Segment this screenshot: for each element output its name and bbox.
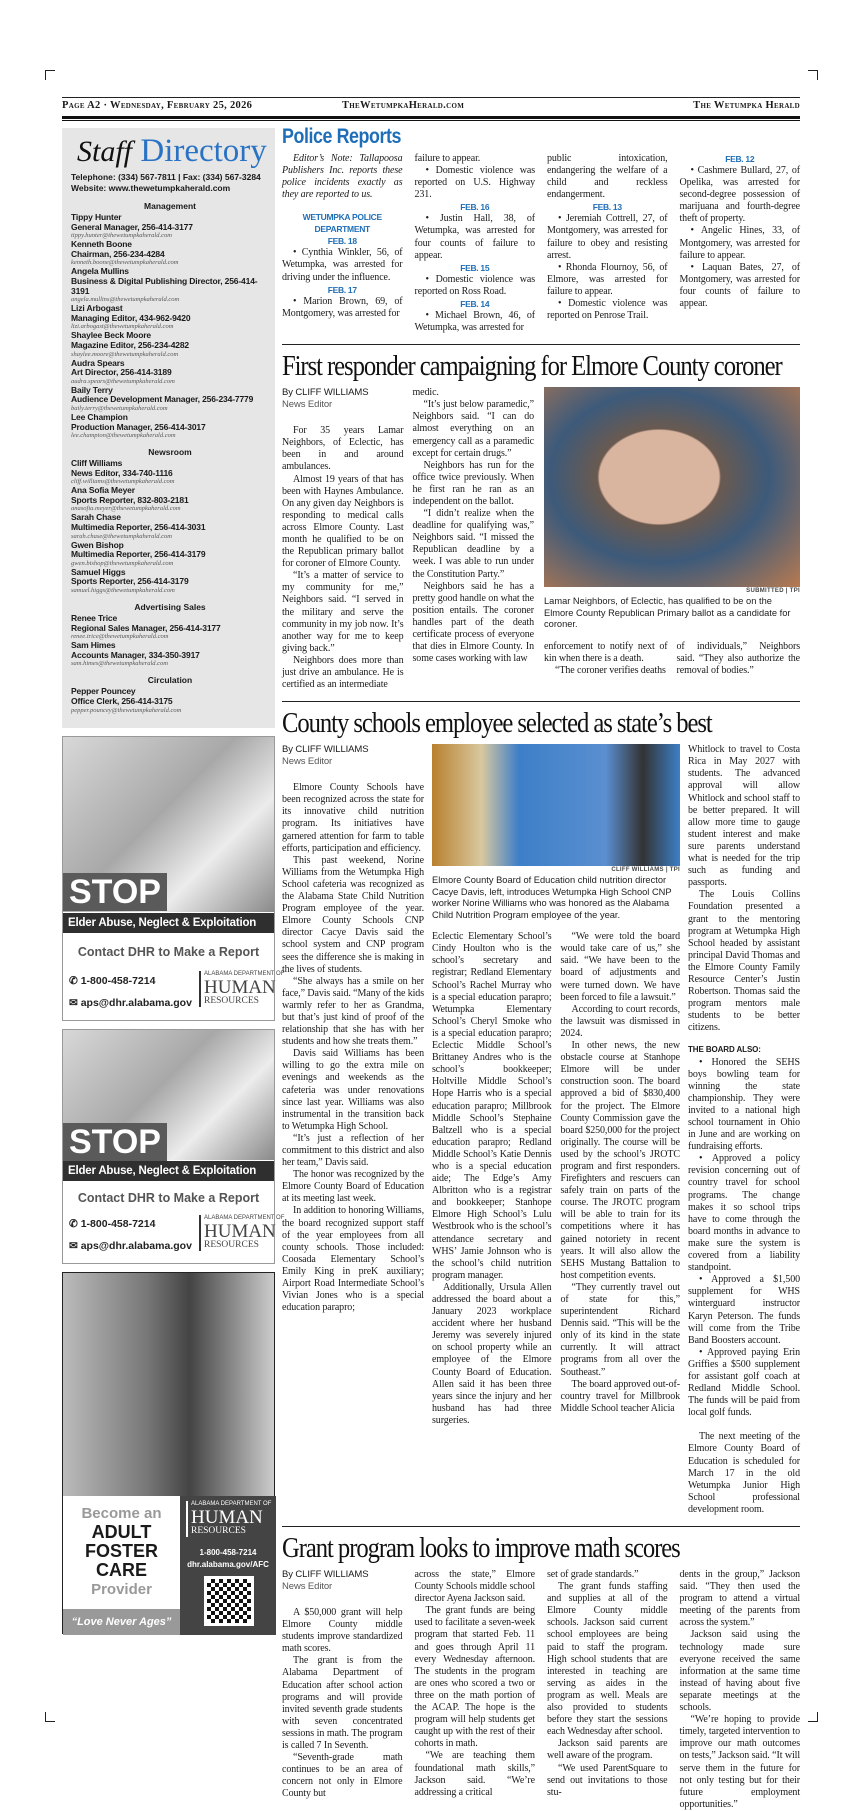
staff-name: Kenneth Boone — [71, 239, 132, 250]
staff-role: Audience Development Manager, 256-234-7779 — [71, 394, 254, 405]
staff-entry — [71, 359, 269, 386]
staff-role: General Manager, 256-414-3177 — [71, 221, 193, 232]
report-item: failure to appear. — [414, 153, 481, 164]
paragraph: “We are teaching them foundational math skills,” Jackson said. “We’re addressing a critical — [414, 1750, 535, 1798]
report-item: • Cashmere Bullard, 27, of Opelika, was arrested for second-degree possession of marijuana and fourth-degree theft of property. — [679, 165, 800, 225]
crop-mark — [808, 1712, 818, 1722]
article2-col1 — [282, 744, 424, 1314]
staff-entry — [71, 267, 269, 304]
staff-email: kenneth.boone@thewetumpkaherald.com — [71, 259, 179, 267]
phone: 1-800-458-7214 — [80, 1218, 156, 1230]
dhr-logo-sub: RESOURCES — [204, 1240, 259, 1250]
phone-icon: ✆ — [69, 975, 81, 987]
editors-note: Editor’s Note: Tallapoosa Publishers Inc. reports these police incidents exactly as they are reported to us. — [282, 153, 403, 201]
stop-text: STOP — [63, 873, 167, 911]
dhr-logo-big: HUMAN — [204, 977, 276, 998]
paragraph: “It’s just below paramedic,” Neighbors said. “I can do almost everything on an emergency call as a paramedic except for certain drugs.” — [412, 399, 534, 459]
staff-entry — [71, 541, 269, 568]
staff-section-heading: Circulation — [147, 675, 193, 686]
website: TheWetumpkaHerald.com — [342, 100, 465, 111]
email-line — [69, 1240, 192, 1252]
paragraph: “It’s a matter of service to my community for me,” Neighbors said. “I served in the military and serve the community in my job now. It’s another way for me to keep giving back.” — [282, 570, 404, 654]
paragraph: The grant is from the Alabama Department of Education after school action programs and will provide invited seventh grade students with seven concentrated sessions in math. The program is called 7 In Seventh. — [282, 1655, 403, 1752]
care-text: CARE — [95, 1560, 147, 1580]
staff-directory-title — [77, 134, 269, 169]
staff-name: Baily Terry — [71, 384, 113, 395]
dhr-logo-small: ALABAMA DEPARTMENT OF — [204, 1215, 285, 1221]
byline-role: News Editor — [282, 399, 333, 411]
paragraph: dents in the group,” Jackson said. “They then used the program to attend a virtual meeting of the parents from across the system.” — [679, 1569, 800, 1629]
staff-directory — [62, 128, 275, 728]
report-date-heading: FEB. 12 — [725, 154, 755, 164]
staff-email: pepper.pouncey@thewetumpkaherald.com — [71, 706, 182, 714]
paragraph: “Seventh-grade math continues to be an area of concern not only in Elmore County but — [282, 1752, 403, 1800]
staff-email: samuel.higgs@thewetumpkaherald.com — [71, 587, 175, 595]
article1-photo — [544, 387, 800, 587]
article1-body-right — [544, 641, 800, 677]
page-date: Page A2 · Wednesday, February 25, 2026 — [62, 100, 253, 111]
staff-email: tippy.hunter@thewetumpkaherald.com — [71, 232, 172, 240]
staff-name: Sarah Chase — [71, 512, 121, 523]
staff-role: News Editor, 334-740-1116 — [71, 467, 173, 478]
staff-role: Multimedia Reporter, 256-414-3031 — [71, 522, 206, 533]
staff-entry — [71, 331, 269, 358]
staff-role: Production Manager, 256-414-3017 — [71, 421, 206, 432]
byline-block — [282, 387, 404, 411]
article-column — [282, 387, 404, 691]
staff-name: Lee Champion — [71, 411, 128, 422]
staff-role: Sports Reporter, 256-414-3179 — [71, 576, 189, 587]
dhr-logo-small: ALABAMA DEPARTMENT OF — [191, 1501, 272, 1507]
article1-body-left — [282, 387, 534, 691]
paragraph: across the state,” Elmore County Schools middle school director Ayena Jackson said. — [414, 1569, 535, 1605]
paragraph: Additionally, Ursula Allen addressed the board about a January 2023 workplace accident where her husband Jeremy was severely injured on school property while an employee of the Elmore County Board of Education. Allen said it has been three years since the injury and her husband has had three surgeries. — [432, 1281, 552, 1426]
provider-text: Provider — [91, 1581, 152, 1598]
article-column — [415, 1569, 536, 1799]
staff-entry — [71, 213, 269, 240]
crop-mark — [808, 70, 818, 80]
paragraph: The honor was recognized by the Elmore County Board of Education at its meeting last week. — [282, 1169, 424, 1205]
article-column — [547, 1569, 668, 1799]
dhr-logo-big: HUMAN — [204, 1221, 276, 1242]
subhead: THE BOARD ALSO: — [688, 1045, 761, 1055]
paragraph: The grant funds staffing and supplies at all of the Elmore County middle schools. Jackson said current school employees are being paid to staff the program. High school students that are interested in teaching are serving as aides in the program as well. Meals are also provided to students before they start the sessions each Wednesday after school. — [547, 1581, 668, 1738]
staff-name: Lizi Arbogast — [71, 303, 123, 314]
contact-text: Contact DHR to Make a Report — [77, 1191, 260, 1205]
phone-icon: ✆ — [69, 1218, 81, 1230]
photo-credit: SUBMITTED | TPI — [746, 588, 800, 595]
report-item: • Marion Brown, 69, of Montgomery, was arrested for — [282, 295, 403, 319]
foster-text — [63, 1500, 180, 1608]
article2-middle — [432, 744, 680, 1427]
paragraph: The grant funds are being used to facilitate a seven-week program that started Feb. 11 and goes through April 11 every Wednesday afternoon. The students in the program are ones who scored a two or three on the math portion of the ACAP. The hope is the program will help students get caught up with the rest of their cohorts in math. — [414, 1605, 535, 1750]
article2-col4 — [688, 744, 800, 1516]
paragraph: According to court records, the lawsuit was dismissed in 2024. — [560, 1003, 680, 1039]
staff-name: Tippy Hunter — [71, 212, 122, 222]
staff-name: Renee Trice — [71, 613, 118, 624]
dhr-logo — [199, 971, 284, 1007]
staff-entry — [71, 304, 269, 331]
report-date-heading: FEB. 17 — [327, 284, 357, 295]
band-text: Elder Abuse, Neglect & Exploitation — [63, 913, 274, 933]
staff-role: Chairman, 256-234-4284 — [71, 248, 165, 259]
report-item: • Cynthia Winkler, 56, of Wetumpka, was arrested for driving under the influence. — [282, 247, 403, 283]
staff-role: Sports Reporter, 832-803-2181 — [71, 494, 189, 505]
staff-name: Shaylee Beck Moore — [71, 330, 151, 341]
paragraph: This past weekend, Norine Williams from the Wetumpka High School cafeteria was recognized as the Alabama State Child Nutrition Program employee of the year. Elmore County Schools CNP director Cacye Davis said the school system and CNP program sees the difference she is making in the lives of students. — [282, 854, 424, 975]
photo-caption: Elmore County Board of Education child nutrition director Cacye Davis, left, introduces Wetumpka High School CNP worker Norine Williams who was honored as the Alabama Child Nutrition Program employee of the year. — [432, 875, 672, 920]
band-text: Elder Abuse, Neglect & Exploitation — [63, 1161, 274, 1181]
byline-block — [282, 1569, 403, 1593]
email: aps@dhr.alabama.gov — [80, 997, 192, 1009]
paragraph: Almost 19 years of that has been with Haynes Ambulance. On any given day Neighbors is responding to medical calls across Elmore County. Last month he qualified to be on the Republican primary ballot for coroner of Elmore County. — [282, 473, 404, 570]
staff-email: sam.himes@thewetumpkaherald.com — [71, 660, 168, 668]
dhr-logo-small: ALABAMA DEPARTMENT OF — [204, 971, 285, 977]
paragraph: “She always has a smile on her face,” Davis said. “Many of the kids warmly refer to her as Grandma, but that’s just kind of proof of the relationship that she has with her students and how she treats them.” — [282, 975, 424, 1048]
staff-section-heading: Advertising Sales — [134, 602, 206, 613]
article-column — [677, 641, 801, 677]
paragraph: of individuals,” Neighbors said. “They also authorize the removal of bodies.” — [676, 640, 800, 676]
report-item: • Domestic violence was reported on Penrose Trail. — [547, 298, 668, 322]
article2-col2 — [432, 931, 552, 1427]
staff-email: baily.terry@thewetumpkaherald.com — [71, 404, 168, 412]
mail-icon: ✉ — [69, 1240, 81, 1252]
left-column — [62, 128, 285, 1634]
paragraph: Neighbors does more than just drive an ambulance. He is certified as an intermediate — [282, 654, 404, 691]
header-top-rule — [62, 97, 800, 98]
qr-code-icon[interactable] — [204, 1576, 254, 1626]
paragraph: Jackson said parents are well aware of the program. — [547, 1738, 668, 1762]
dhr-logo-big: HUMAN — [191, 1507, 263, 1528]
staff-entry — [71, 486, 269, 513]
staff-entry — [71, 614, 269, 641]
article1-headline: First responder campaigning for Elmore County coroner — [282, 351, 782, 383]
article2-body — [282, 744, 800, 1516]
police-reports — [282, 153, 800, 334]
staff-name: Audra Spears — [71, 357, 125, 368]
right-column — [282, 124, 800, 1811]
staff-role: Regional Sales Manager, 256-414-3177 — [71, 622, 221, 633]
byline: By CLIFF WILLIAMS — [282, 1569, 369, 1580]
paragraph: In other news, the new obstacle course at Stanhope Elmore will be under construction soon. The board approved a bid of $830,400 for the project. The Elmore County Commission gave the board $250,000 for the project originally. The course will be used by the school’s JROTC program and first responders. Firefighters and rescuers can safely train on parts of the course. The JROTC program will be able to train for its competitions where it has gained notoriety in recent years. It will also allow the SEHS Mustang Battalion to host competition events. — [560, 1040, 680, 1281]
section-rule — [282, 1526, 800, 1527]
report-date-heading: FEB. 16 — [460, 202, 490, 213]
section-rule — [282, 344, 800, 345]
staff-name: Gwen Bishop — [71, 539, 124, 550]
police-column — [282, 153, 403, 320]
bullet-item: • Approved a policy revision concerning out of country travel for school programs. The change makes it so school trips have to come through the board months in advance to make sure the system is covered from a liability standpoint. — [688, 1153, 800, 1274]
staff-section-heading: Newsroom — [148, 447, 192, 458]
staff-email: angela.mullins@thewetumpkaherald.com — [71, 296, 180, 304]
report-item: • Domestic violence was reported on U.S. Highway 231. — [414, 165, 535, 201]
police-column — [415, 153, 536, 334]
email: aps@dhr.alabama.gov — [80, 1240, 192, 1252]
staff-email: sarah.chase@thewetumpkaherald.com — [71, 532, 172, 540]
paragraph: Davis said Williams has been willing to go the extra mile on evenings and weekends as the cafeteria was under renovations since last year. Williams was also instrumental in the transition back to Wetumpka High School. — [282, 1048, 424, 1132]
staff-name: Sam Himes — [71, 640, 116, 651]
report-date-heading: FEB. 15 — [460, 262, 490, 273]
crop-mark — [45, 70, 55, 80]
paragraph: For 35 years Lamar Neighbors, of Eclectic, has been in and around ambulances. — [282, 425, 404, 473]
paragraph: “They currently travel out of state for this,” superintendent Richard Dennis said. “This will be the only of its kind in the state currently. It will attract programs from all over the Southeast.” — [560, 1281, 680, 1378]
staff-name: Cliff Williams — [71, 458, 123, 469]
staff-email: lizi.arbogast@thewetumpkaherald.com — [71, 323, 174, 331]
url: dhr.alabama.gov/AFC — [187, 1560, 269, 1569]
stop-text: STOP — [63, 1123, 167, 1161]
staff-role: Accounts Manager, 334-350-3917 — [71, 649, 200, 660]
paragraph: set of grade standards.” — [547, 1569, 639, 1580]
paragraph: Jackson said using the technology made sure everyone received the same information at the same time instead of having about five separate meetings at the schools. — [679, 1629, 800, 1714]
staff-section-heading: Management — [144, 201, 196, 211]
staff-entry — [71, 687, 269, 714]
byline: By CLIFF WILLIAMS — [282, 744, 369, 756]
paragraph: Whitlock to travel to Costa Rica in May 2027 with students. The advanced approval will allow Whitlock and school staff to be better prepared. It will allow more time to gauge student interest and make sure parents understand what is needed for the trip such as funding and passports. — [688, 744, 800, 889]
article1-right — [544, 387, 800, 677]
byline-role: News Editor — [282, 756, 333, 768]
foster-photo — [63, 1273, 274, 1496]
bullet-item: • Approved paying Erin Griffies a $500 supplement for assistant golf coach at Redland Middle School. The funds will be paid from local golf funds. — [688, 1346, 800, 1419]
paragraph: “We’re hoping to provide timely, targeted intervention to improve our math outcomes on tests,” Jackson said. “It will serve them in the future for not only testing but for their future employment opportunities.” — [679, 1714, 800, 1810]
elder-abuse-ad-2[interactable] — [62, 1029, 285, 1264]
paragraph: “We were told the board would take care of us,” she said. “We have been to the board of adjustments and were turned down. We have been forced to file a lawsuit.” — [560, 931, 680, 1003]
closing-paragraph: The next meeting of the Elmore County Board of Education is scheduled for March 17 in the old Wetumpka Junior High School professional development room. — [688, 1431, 800, 1515]
staff-sections — [71, 201, 269, 715]
staff-email: gwen.bishop@thewetumpkaherald.com — [71, 559, 174, 567]
header-rule — [62, 116, 800, 121]
staff-email: shaylee.moore@thewetumpkaherald.com — [71, 350, 179, 358]
paragraph: “We used ParentSquare to send out invitations to those stu- — [547, 1762, 668, 1798]
article2-headline: County schools employee selected as state’s best — [282, 708, 712, 740]
staff-role: Art Director, 256-414-3189 — [71, 367, 172, 378]
phone-line — [69, 1218, 155, 1230]
article2-col3 — [561, 931, 681, 1415]
bullet-item: • Honored the SEHS boys bowling team for winning the state championship. They were invited to a national high school tournament in Ohio in June and are working on fundraising efforts. — [688, 1056, 800, 1153]
dhr-logo — [199, 1215, 284, 1251]
foster-word: FOSTER — [84, 1541, 158, 1561]
staff-role: Multimedia Reporter, 256-414-3179 — [71, 549, 206, 560]
police-column — [547, 153, 668, 322]
report-item: • Rhonda Flournoy, 56, of Elmore, was arrested for failure to appear. — [547, 261, 668, 297]
paragraph: A $50,000 grant will help Elmore County middle students improve standardized math scores. — [282, 1607, 403, 1655]
dhr-logo-sub: RESOURCES — [204, 996, 259, 1006]
mail-icon: ✉ — [69, 997, 81, 1009]
article2-byline — [282, 744, 424, 768]
paragraph: “The coroner verifies deaths — [555, 664, 666, 676]
staff-entry — [71, 513, 269, 540]
staff-entry — [71, 386, 269, 413]
phone-line — [69, 975, 155, 987]
report-item: • Jeremiah Cottrell, 27, of Montgomery, was arrested for failure to obey and resisting arrest. — [547, 213, 668, 261]
article2-photo — [432, 744, 680, 866]
paragraph: medic. — [412, 387, 439, 399]
adult-text: ADULT — [91, 1522, 152, 1542]
staff-entry — [71, 459, 269, 486]
dhr-panel — [180, 1496, 276, 1635]
website-line: Website: www.thewetumpkaherald.com — [71, 183, 231, 193]
report-item: • Michael Brown, 46, of Wetumpka, was arrested for — [414, 309, 535, 334]
phone: 1-800-458-7214 — [80, 975, 156, 987]
staff-name: Samuel Higgs — [71, 566, 126, 577]
report-item: • Domestic violence was reported on Ross Road. — [414, 273, 535, 297]
staff-entry — [71, 413, 269, 440]
title-directory: Directory — [140, 133, 267, 169]
byline: By CLIFF WILLIAMS — [282, 387, 369, 399]
paragraph: Neighbors said he has a pretty good handle on what the position entails. The coroner handles part of the death certificate process of everyone that dies in Elmore County. In some cases working with law — [412, 580, 534, 665]
article2-middle-cols — [432, 931, 680, 1427]
become-text: Become an — [81, 1505, 162, 1522]
report-date-heading: FEB. 13 — [592, 202, 622, 213]
contact-text: Contact DHR to Make a Report — [77, 945, 260, 959]
paragraph: The board approved out-of-country travel for Millbrook Middle School teacher Alicia — [560, 1378, 680, 1414]
email-line — [69, 997, 192, 1009]
staff-email: audra.spears@thewetumpkaherald.com — [71, 377, 175, 385]
report-date-heading: FEB. 18 — [327, 236, 357, 247]
staff-role: Managing Editor, 434-962-9420 — [71, 312, 191, 323]
article3-body — [282, 1569, 800, 1811]
staff-entry — [71, 641, 269, 668]
photo-caption: Lamar Neighbors, of Eclectic, has qualified to be on the Elmore County Republican Primary ballot as a candidate for coroner. — [544, 596, 791, 630]
section-rule — [282, 701, 800, 702]
staff-name: Angela Mullins — [71, 266, 129, 277]
article-column — [282, 1569, 403, 1801]
article3-headline: Grant program looks to improve math scores — [282, 1533, 680, 1564]
staff-role: Office Clerk, 256-414-3175 — [71, 696, 173, 706]
report-date-heading: FEB. 14 — [460, 298, 490, 309]
paragraph: The Louis Collins Foundation presented a grant to the mentoring program at Wetumpka High School headed by assistant principal David Thomas and the Elmore County Family Resource Center’s Justin Robertson. Thomas said the program mentors male students to be better citizens. — [688, 889, 800, 1034]
paragraph: enforcement to notify next of kin when there is a death. — [544, 640, 668, 664]
paragraph: Eclectic Elementary School’s Cindy Houlton who is the school’s secretary and registrar; Redland Elementary School’s Rachel Murray who is a special education parapro; Wetumpka Elementary School’s Cheryl Smoke who is a special education parapro; Eclectic Middle School’s Brittaney Andres who is the school’s bookkeeper; Holtville Middle School’s Hope Harris who is a special education parapro; Millbrook Middle School’s Stephaine Baltzell who is a special education parapro; Redland Middle School’s Katie Dennis who is a special education aide; The Edge’s Amy Albritton who is a registrar and bookkeeper; Stanhope Elmore High School’s Lulu Westbrook who is the school’s attendance secretary and WHS’ Jamie Johnson who is the school’s child nutrition program manager. — [432, 931, 552, 1281]
foster-care-ad[interactable] — [62, 1272, 275, 1634]
staff-email: lee.champion@thewetumpkaherald.com — [71, 432, 176, 440]
staff-entry — [71, 240, 269, 267]
paragraph: In addition to honoring Williams, the board recognized support staff of the year employees from all county schools. Those included: Coosada Elementary School’s Emily King in preK auxiliary; Airport Road Intermediate School’s Vivian Jones who is a special education parapro; — [282, 1205, 424, 1314]
phone: 1-800-458-7214 — [199, 1548, 257, 1557]
staff-entry — [71, 568, 269, 595]
staff-name: Pepper Pouncey — [71, 686, 136, 697]
staff-role: Magazine Editor, 256-234-4282 — [71, 339, 190, 350]
report-item: • Justin Hall, 38, of Wetumpka, was arrested for four counts of failure to appear. — [414, 213, 535, 261]
byline-role: News Editor — [282, 1581, 333, 1592]
paragraph: Neighbors has run for the office twice previously. When he first ran he ran as an independent on the ballot. — [412, 459, 534, 507]
report-item: • Laquan Bates, 27, of Montgomery, was arrested for four counts of failure to appear. — [679, 261, 800, 310]
staff-role: Business & Digital Publishing Director, 256-414-3191 — [71, 275, 258, 296]
dhr-logo — [186, 1501, 271, 1537]
article-column — [544, 641, 668, 677]
elder-abuse-ad[interactable] — [62, 736, 285, 1021]
report-item: public intoxication, endangering the welfare of a child and reckless endangerment. — [547, 153, 668, 201]
photo-credit: CLIFF WILLIAMS | TPI — [611, 867, 680, 874]
report-item: • Angelic Hines, 33, of Montgomery, was arrested for failure to appear. — [679, 225, 800, 261]
crop-mark — [45, 1712, 55, 1722]
bullet-item: • Approved a $1,500 supplement for WHS winterguard instructor Karyn Peterson. The funds will come from the Tribe Band Boosters account. — [688, 1274, 800, 1346]
staff-email: cliff.williams@thewetumpkaherald.com — [71, 478, 175, 486]
title-staff: Staff — [77, 135, 133, 168]
article1-body — [282, 387, 800, 691]
paragraph: “I didn’t realize when the deadline for qualifying was,” Neighbors said. “I missed the Republican deadline by a week. I was able to run under the Constitution Party.” — [412, 508, 534, 580]
page-header — [62, 100, 800, 114]
tagline: “Love Never Ages” — [63, 1609, 180, 1635]
paragraph: “It’s just a reflection of her commitment to this district and also her team,” Davis said. — [282, 1132, 424, 1169]
dhr-logo-sub: RESOURCES — [191, 1526, 246, 1536]
paragraph: Elmore County Schools have been recognized across the state for its innovative child nutrition program. Its initiatives have garnered attention for farm to table efforts, participation and efficiency. — [282, 782, 424, 854]
staff-email: renee.trice@thewetumpkaherald.com — [71, 633, 169, 641]
article-column — [680, 1569, 801, 1811]
police-reports-title: Police Reports — [282, 125, 402, 148]
staff-name: Ana Sofia Meyer — [71, 485, 135, 496]
masthead: The Wetumpka Herald — [693, 100, 800, 111]
staff-email: anasofia.meyer@thewetumpkaherald.com — [71, 505, 181, 513]
report-date-heading: WETUMPKA POLICE DEPARTMENT — [302, 212, 382, 235]
police-column — [680, 153, 801, 310]
article-column — [413, 387, 535, 665]
telephone: Telephone: (334) 567-7811 | Fax: (334) 567-3284 — [71, 172, 261, 182]
